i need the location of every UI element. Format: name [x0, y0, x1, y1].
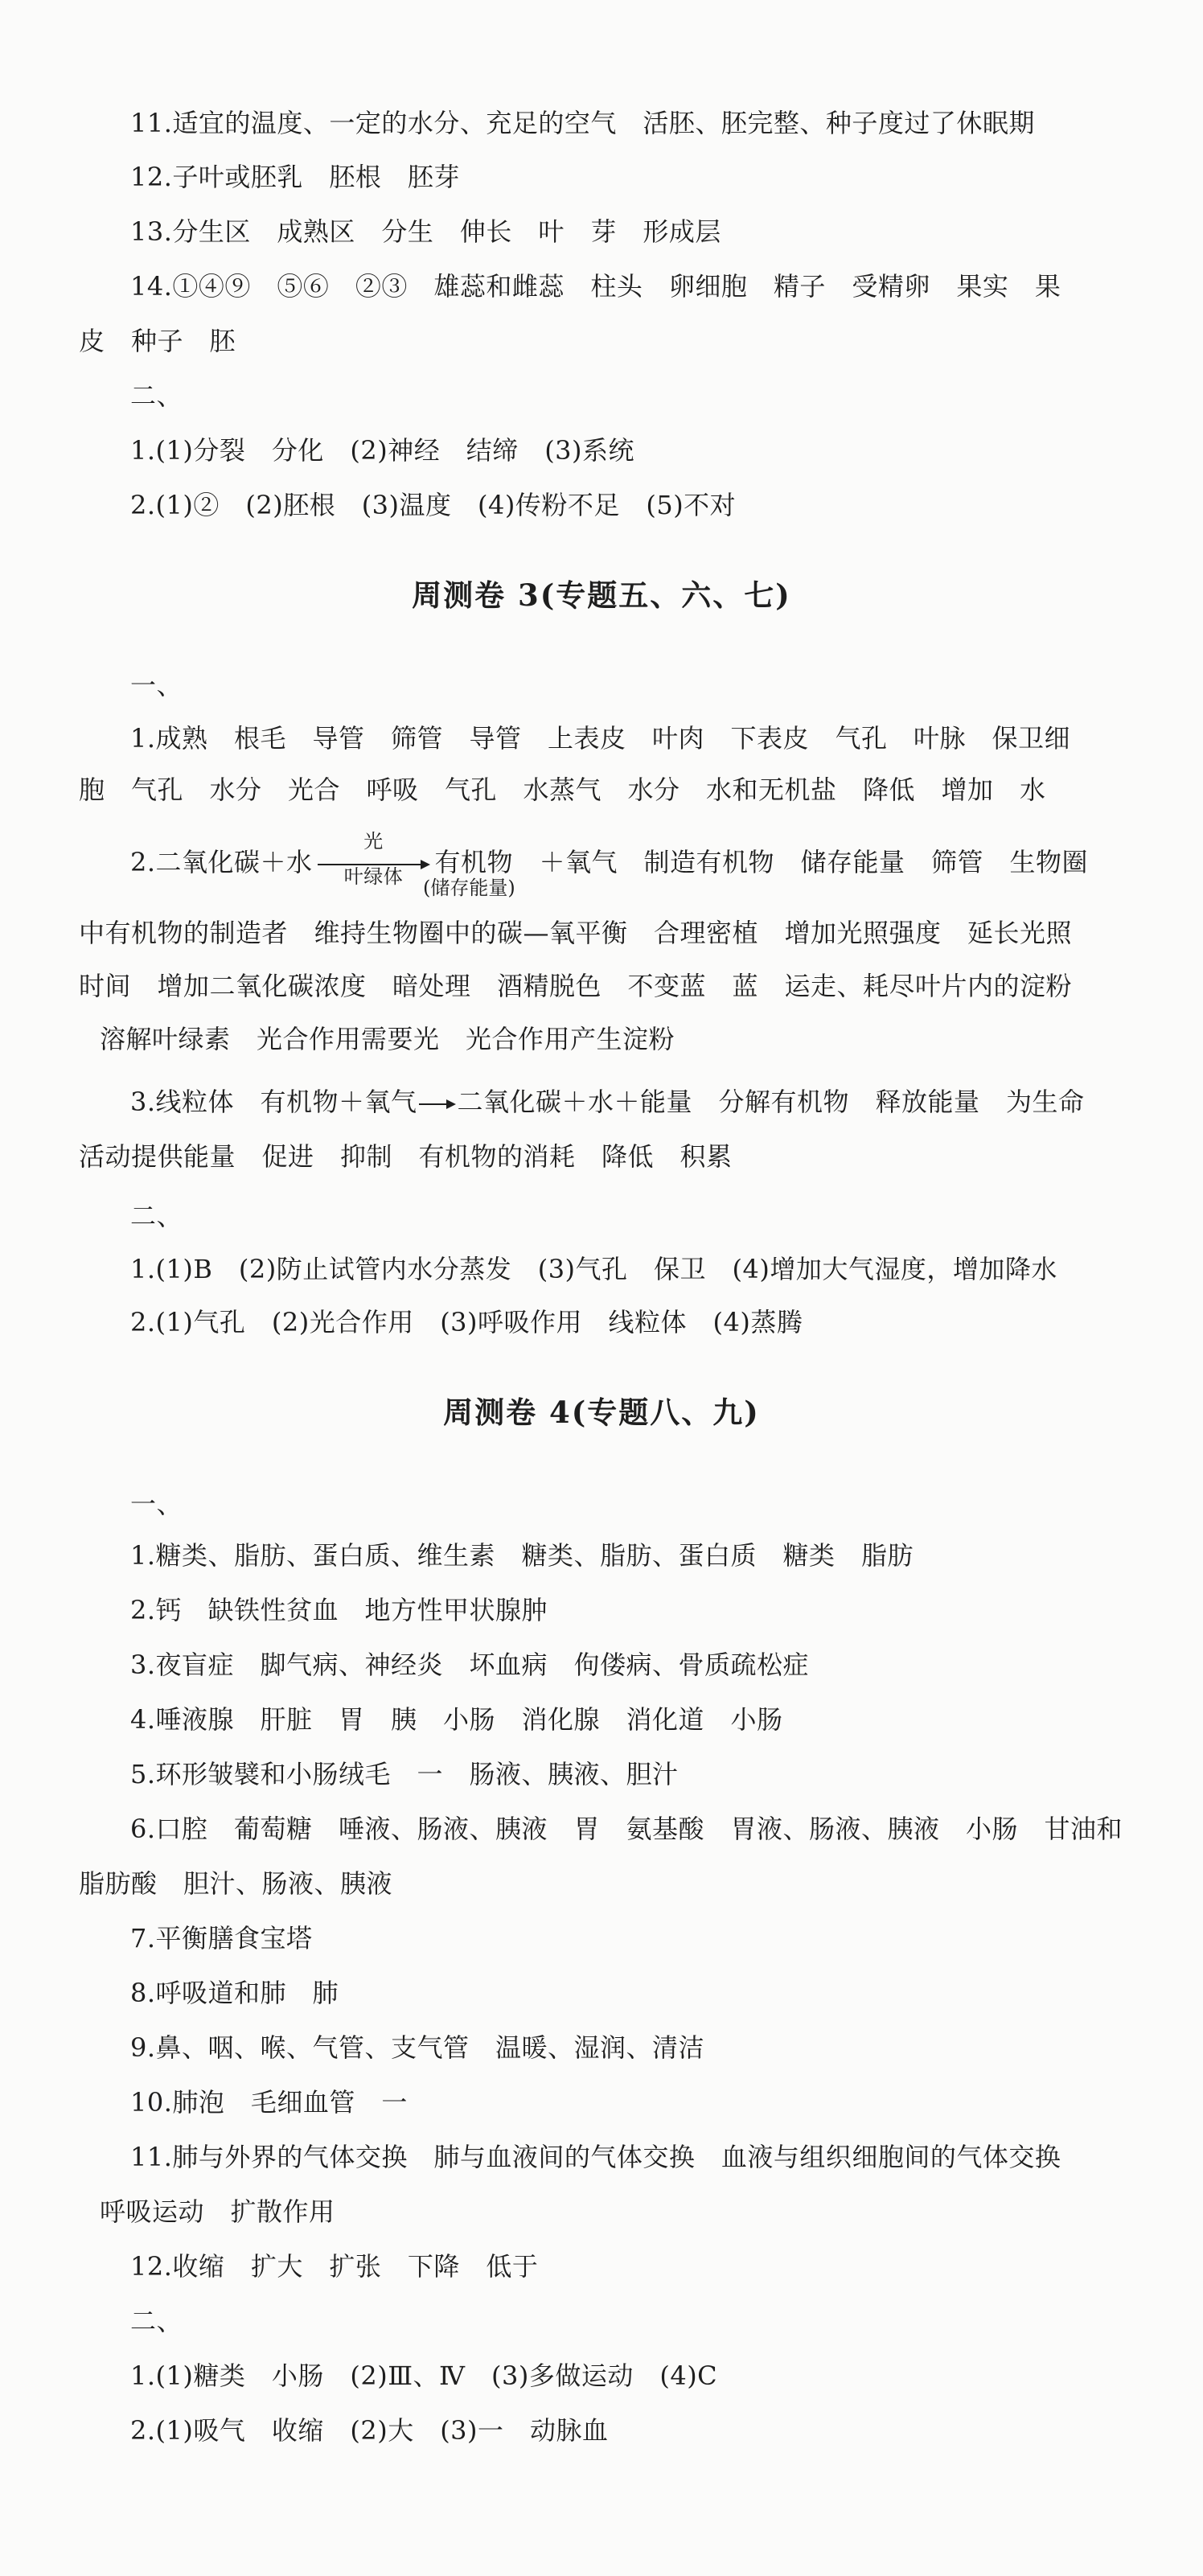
answer-line-14-cont: 皮 种子 胚 — [79, 326, 236, 356]
quiz4-line-2: 2.钙 缺铁性贫血 地方性甲状腺肿 — [130, 1595, 548, 1625]
quiz3-line-2-cont-c: 溶解叶绿素 光合作用需要光 光合作用产生淀粉 — [100, 1024, 675, 1054]
quiz4-line-4: 4.唾液腺 肝脏 胃 胰 小肠 消化腺 消化道 小肠 — [130, 1704, 783, 1735]
quiz3-line-2-equation — [130, 829, 1089, 888]
quiz4-line-12: 12.收缩 扩大 扩张 下降 低于 — [130, 2251, 539, 2282]
quiz4-part-two-q1: 1.(1)糖类 小肠 (2)Ⅲ、Ⅳ (3)多做运动 (4)C — [130, 2360, 718, 2391]
respiration-reactants: 3.线粒体 有机物＋氧气 — [130, 1087, 417, 1117]
quiz3-line-1-cont: 胞 气孔 水分 光合 呼吸 气孔 水蒸气 水分 水和无机盐 降低 增加 水 — [79, 774, 1046, 805]
part-two-q1: 1.(1)分裂 分化 (2)神经 结缔 (3)系统 — [130, 435, 635, 466]
answer-line-14: 14.①④⑨ ⑤⑥ ②③ 雄蕊和雌蕊 柱头 卵细胞 精子 受精卵 果实 果 — [130, 271, 1061, 302]
quiz3-line-2-cont-b: 时间 增加二氧化碳浓度 暗处理 酒精脱色 不变蓝 蓝 运走、耗尽叶片内的淀粉 — [79, 971, 1073, 1001]
quiz3-line-3-cont: 活动提供能量 促进 抑制 有机物的消耗 降低 积累 — [79, 1141, 733, 1172]
respiration-products: 二氧化碳＋水＋能量 分解有机物 释放能量 为生命 — [457, 1087, 1085, 1117]
reaction-arrow-icon — [419, 1096, 456, 1112]
quiz3-part-two-label: 二、 — [130, 1201, 183, 1231]
quiz3-line-3-equation — [130, 1086, 1085, 1118]
answer-line-11: 11.适宜的温度、一定的水分、充足的空气 活胚、胚完整、种子度过了休眠期 — [130, 108, 1035, 138]
quiz4-line-6: 6.口腔 葡萄糖 唾液、肠液、胰液 胃 氨基酸 胃液、肠液、胰液 小肠 甘油和 — [130, 1814, 1123, 1844]
quiz4-line-3: 3.夜盲症 脚气病、神经炎 坏血病 佝偻病、骨质疏松症 — [130, 1650, 810, 1680]
part-two-label: 二、 — [130, 380, 183, 411]
quiz4-line-11: 11.肺与外界的气体交换 肺与血液间的气体交换 血液与组织细胞间的气体交换 — [130, 2142, 1061, 2172]
quiz4-line-8: 8.呼吸道和肺 肺 — [130, 1978, 339, 2008]
quiz4-line-11-cont: 呼吸运动 扩散作用 — [100, 2196, 335, 2227]
quiz4-part-one-label: 一、 — [130, 1489, 183, 1519]
quiz4-line-10: 10.肺泡 毛细血管 一 — [130, 2087, 408, 2118]
part-two-q2: 2.(1)② (2)胚根 (3)温度 (4)传粉不足 (5)不对 — [130, 490, 737, 520]
reaction-arrow-icon — [318, 829, 430, 888]
quiz3-part-two-q2: 2.(1)气孔 (2)光合作用 (3)呼吸作用 线粒体 (4)蒸腾 — [130, 1307, 803, 1337]
quiz3-part-one-label: 一、 — [130, 670, 183, 700]
quiz4-line-6-cont: 脂肪酸 胆汁、肠液、胰液 — [79, 1868, 393, 1899]
quiz4-title: 周测卷 4(专题八、九) — [443, 1395, 760, 1430]
answer-line-12: 12.子叶或胚乳 胚根 胚芽 — [130, 162, 460, 192]
equation-reactants: 2.二氧化碳＋水 — [130, 847, 313, 877]
quiz4-part-two-q2: 2.(1)吸气 收缩 (2)大 (3)一 动脉血 — [130, 2415, 609, 2446]
quiz4-line-1: 1.糖类、脂肪、蛋白质、维生素 糖类、脂肪、蛋白质 糖类 脂肪 — [130, 1540, 914, 1571]
quiz3-part-two-q1: 1.(1)B (2)防止试管内水分蒸发 (3)气孔 保卫 (4)增加大气湿度，增加降水 — [130, 1254, 1057, 1284]
quiz4-line-7: 7.平衡膳食宝塔 — [130, 1923, 313, 1954]
arrow-condition-light: 光 — [363, 829, 384, 853]
quiz4-part-two-label: 二、 — [130, 2306, 183, 2336]
quiz4-line-5: 5.环形皱襞和小肠绒毛 一 肠液、胰液、胆汁 — [130, 1759, 679, 1789]
equation-products: 有机物 ＋氧气 制造有机物 储存能量 筛管 生物圈 — [434, 847, 1089, 877]
quiz3-line-1: 1.成熟 根毛 导管 筛管 导管 上表皮 叶肉 下表皮 气孔 叶脉 保卫细 — [130, 723, 1071, 754]
quiz3-line-2-cont-a: 中有机物的制造者 维持生物圈中的碳—氧平衡 合理密植 增加光照强度 延长光照 — [79, 918, 1073, 948]
equation-note: (储存能量) — [423, 877, 515, 899]
arrow-condition-chloroplast: 叶绿体 — [343, 865, 404, 888]
quiz3-title: 周测卷 3(专题五、六、七) — [412, 577, 791, 613]
answer-line-13: 13.分生区 成熟区 分生 伸长 叶 芽 形成层 — [130, 216, 721, 247]
quiz4-line-9: 9.鼻、咽、喉、气管、支气管 温暖、湿润、清洁 — [130, 2032, 705, 2063]
